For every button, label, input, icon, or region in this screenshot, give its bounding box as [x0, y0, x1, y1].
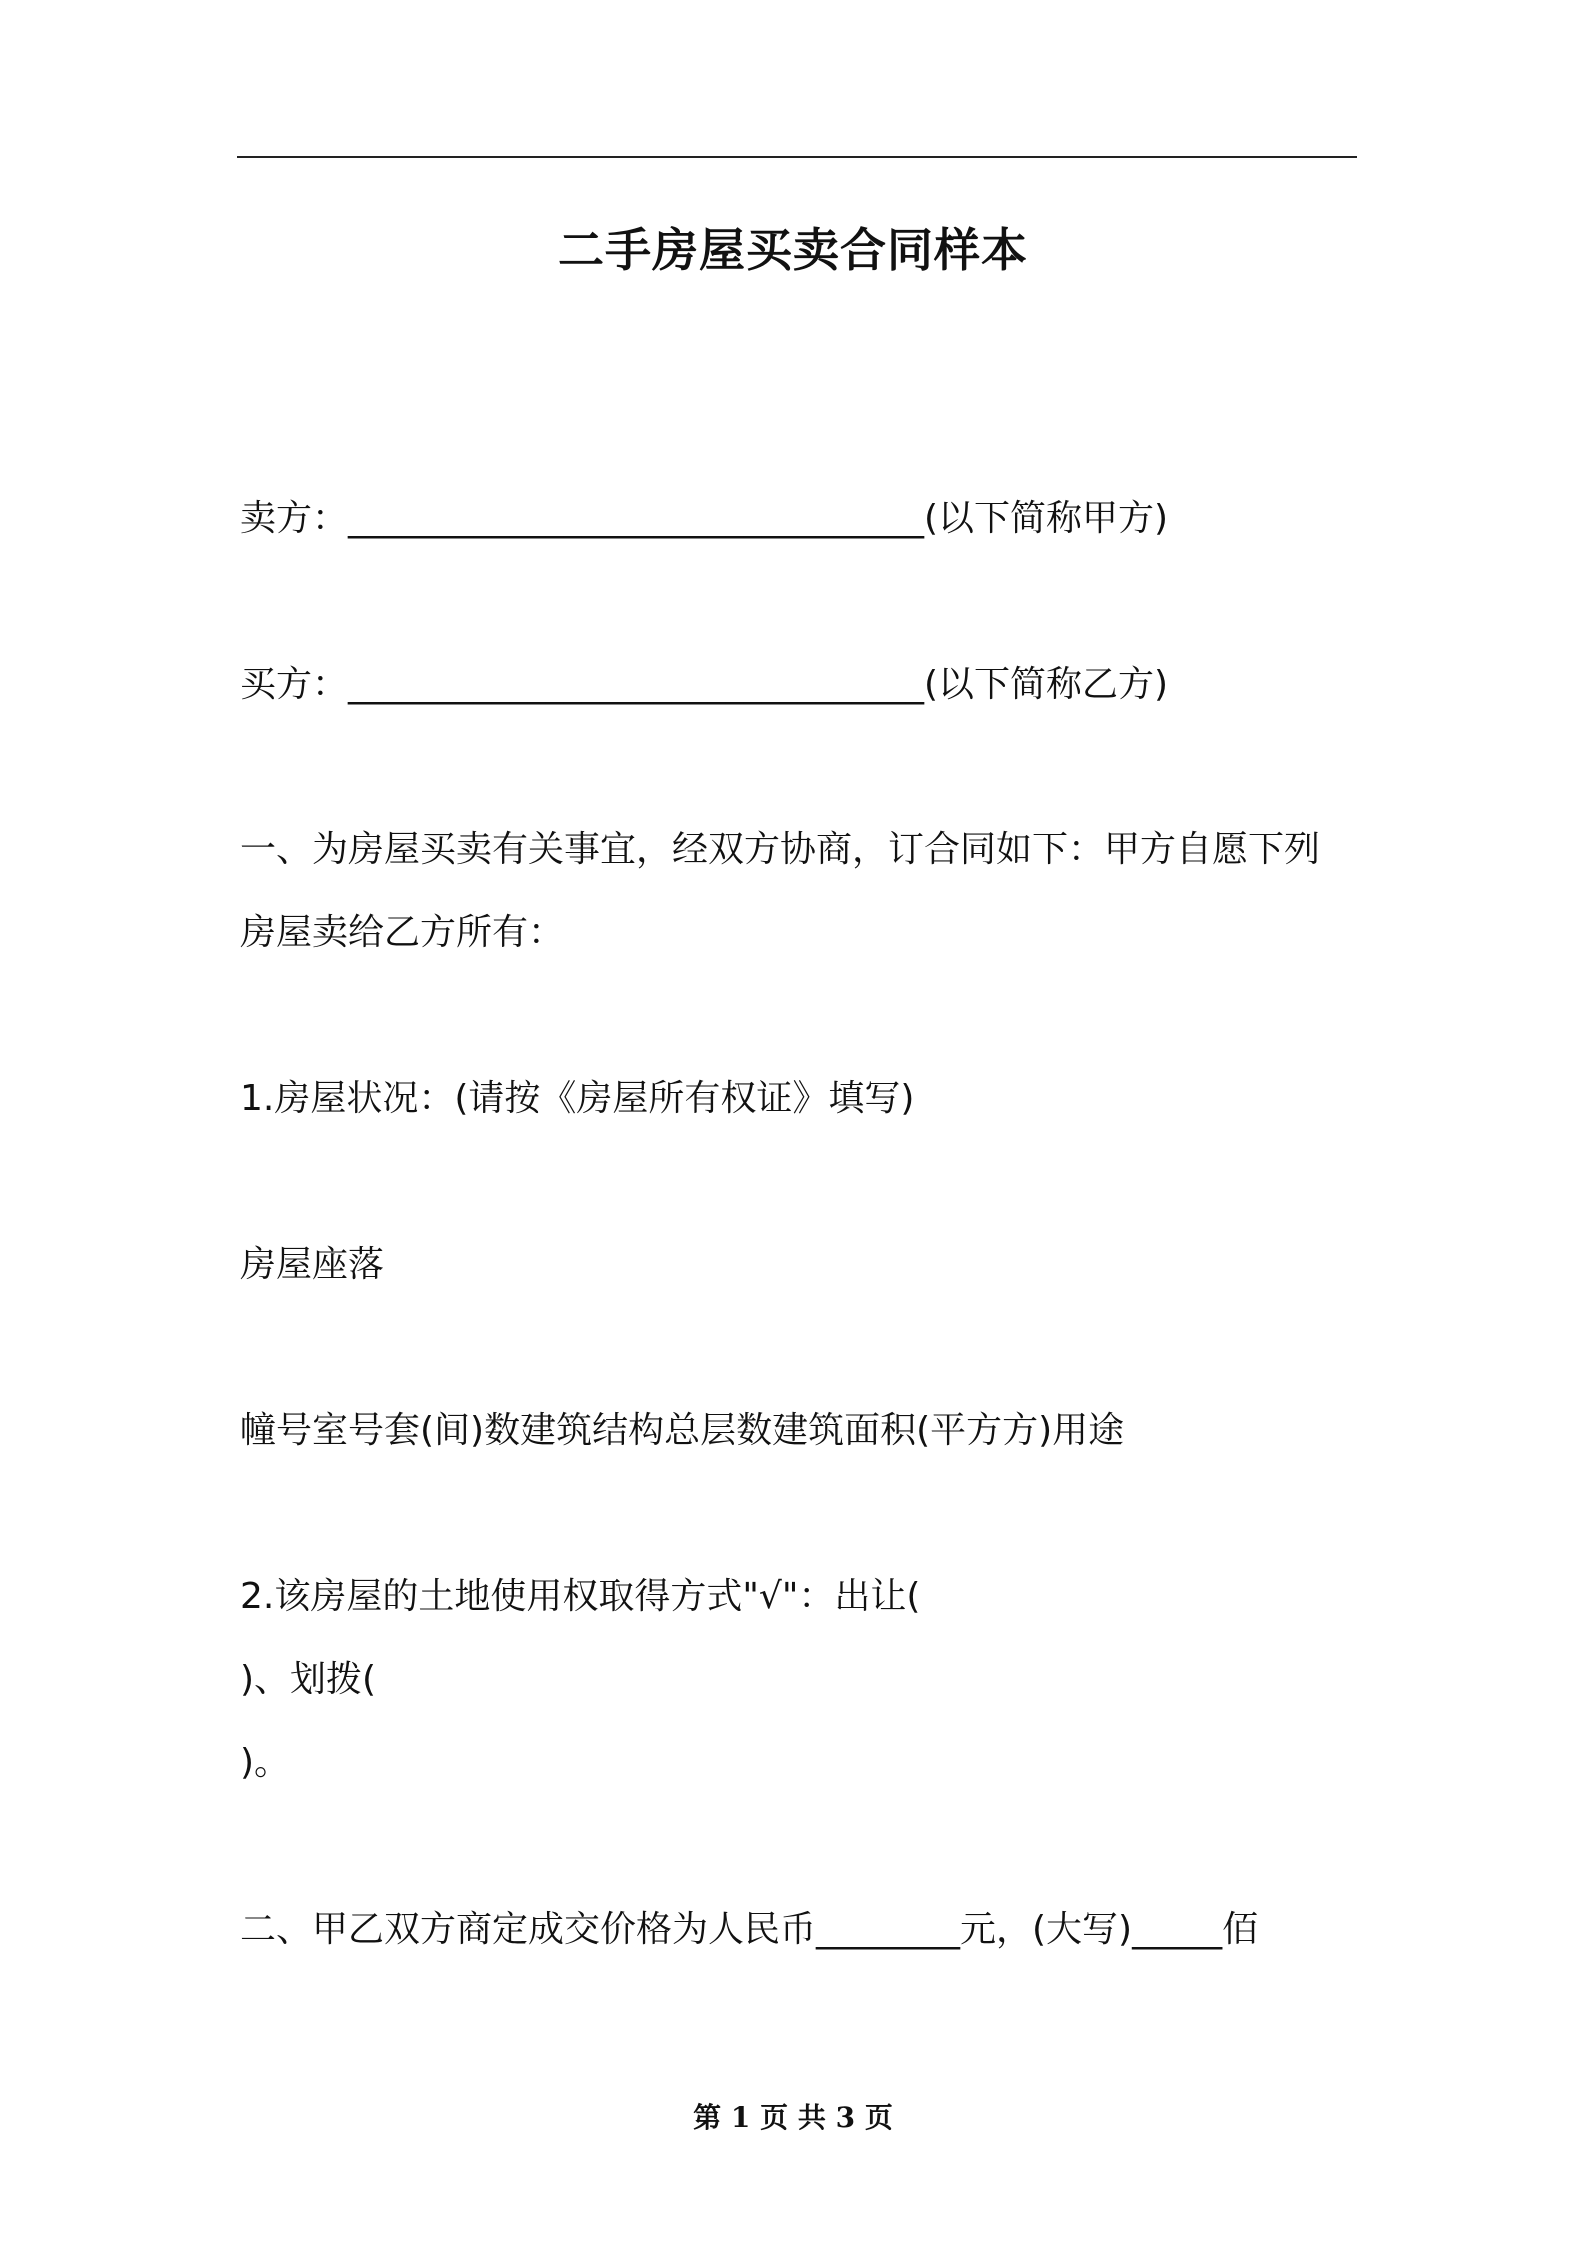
- house-status-line: 1.房屋状况：(请按《房屋所有权证》填写): [240, 1078, 915, 1119]
- page-footer: 第 1 页 共 3 页: [693, 2101, 893, 2134]
- house-location-line: 房屋座落: [240, 1244, 385, 1285]
- seller-line: 卖方：________________________________(以下简称甲方): [240, 498, 1169, 539]
- clause-1-line-1: 一、为房屋买卖有关事宜，经双方协商，订合同如下：甲方自愿下列: [240, 829, 1321, 870]
- land-use-line-2: )、划拨(: [240, 1659, 377, 1700]
- clause-1-line-2: 房屋卖给乙方所有：: [240, 912, 565, 953]
- buyer-line: 买方：________________________________(以下简称乙方): [240, 664, 1169, 705]
- header-rule: [237, 156, 1357, 158]
- document-title: 二手房屋买卖合同样本: [558, 223, 1028, 277]
- house-details-line: 幢号室号套(间)数建筑结构总层数建筑面积(平方方)用途: [240, 1410, 1125, 1451]
- land-use-line-1: 2.该房屋的土地使用权取得方式"√"：出让(: [240, 1576, 921, 1617]
- land-use-line-3: )。: [240, 1742, 291, 1783]
- price-line: 二、甲乙双方商定成交价格为人民币________元，(大写)_____佰: [240, 1909, 1259, 1950]
